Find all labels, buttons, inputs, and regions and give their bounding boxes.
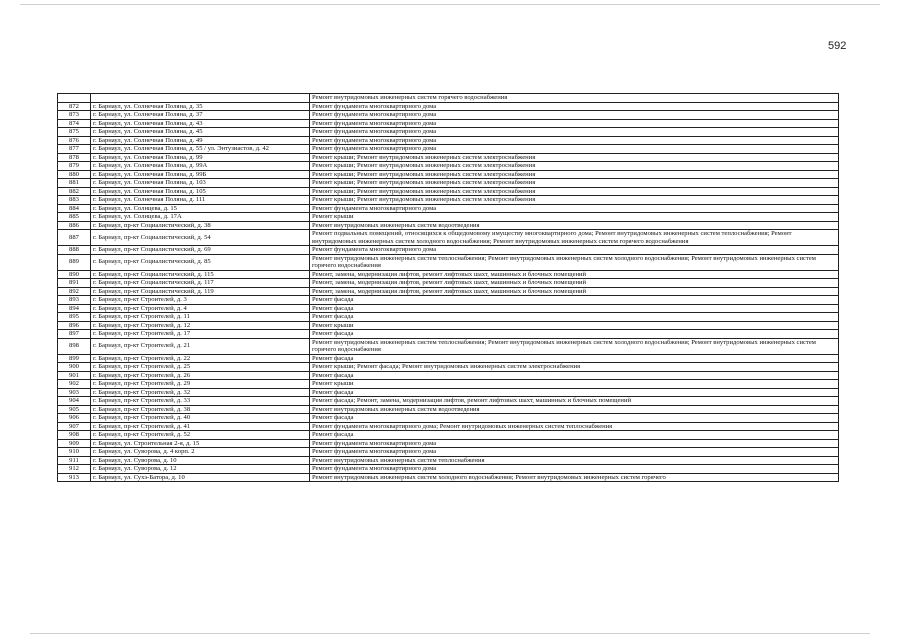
row-number-cell: 886: [58, 221, 91, 230]
work-type-cell: Ремонт фасада: [310, 371, 839, 380]
row-number-cell: 905: [58, 405, 91, 414]
row-number-cell: 879: [58, 162, 91, 171]
work-type-cell: Ремонт, замена, модернизация лифтов, ремонт лифтовых шахт, машинных и блочных помещений: [310, 270, 839, 279]
work-type-cell: Ремонт внутридомовых инженерных систем горячего водоснабжения: [310, 94, 839, 103]
table-row: [58, 397, 839, 406]
table-row: [58, 405, 839, 414]
work-type-cell: Ремонт крыши; Ремонт внутридомовых инженерных систем электроснабжения: [310, 196, 839, 205]
work-type-cell: Ремонт фундамента многоквартирного дома: [310, 439, 839, 448]
work-type-cell: Ремонт внутридомовых инженерных систем теплоснабжения: [310, 456, 839, 465]
row-number-cell: 910: [58, 448, 91, 457]
work-type-cell: Ремонт фундамента многоквартирного дома: [310, 204, 839, 213]
row-number-cell: 898: [58, 338, 91, 354]
address-cell: г. Барнаул, пр-кт Строителей, д. 11: [91, 313, 310, 322]
address-cell: г. Барнаул, ул. Солнечная Поляна, д. 99Б: [91, 170, 310, 179]
address-cell: г. Барнаул, пр-кт Строителей, д. 21: [91, 338, 310, 354]
table-row: [58, 465, 839, 474]
address-cell: г. Барнаул, ул. Солнечная Поляна, д. 105: [91, 187, 310, 196]
repair-schedule-table: [57, 93, 839, 482]
repair-schedule-table-container: [57, 93, 831, 482]
table-row: [58, 414, 839, 423]
row-number-cell: 891: [58, 279, 91, 288]
table-row: [58, 230, 839, 246]
table-row: [58, 422, 839, 431]
table-row: [58, 287, 839, 296]
work-type-cell: Ремонт фасада: [310, 330, 839, 339]
work-type-cell: Ремонт фундамента многоквартирного дома: [310, 102, 839, 111]
row-number-cell: 877: [58, 145, 91, 154]
address-cell: г. Барнаул, ул. Суворова, д. 10: [91, 456, 310, 465]
work-type-cell: Ремонт фундамента многоквартирного дома: [310, 465, 839, 474]
table-row: [58, 102, 839, 111]
row-number-cell: 890: [58, 270, 91, 279]
table-row: [58, 119, 839, 128]
row-number-cell: 909: [58, 439, 91, 448]
table-row: [58, 338, 839, 354]
work-type-cell: Ремонт, замена, модернизация лифтов, ремонт лифтовых шахт, машинных и блочных помещений: [310, 279, 839, 288]
table-row: [58, 128, 839, 137]
address-cell: г. Барнаул, пр-кт Строителей, д. 33: [91, 397, 310, 406]
row-number-cell: 876: [58, 136, 91, 145]
work-type-cell: Ремонт фундамента многоквартирного дома: [310, 111, 839, 120]
address-cell: г. Барнаул, пр-кт Строителей, д. 25: [91, 363, 310, 372]
address-cell: г. Барнаул, ул. Солнечная Поляна, д. 55 / ул. Энтузиастов, д. 42: [91, 145, 310, 154]
table-row: [58, 330, 839, 339]
table-row: [58, 304, 839, 313]
table-row: [58, 204, 839, 213]
work-type-cell: Ремонт внутридомовых инженерных систем теплоснабжения; Ремонт внутридомовых инженерных систем холодного водоснабжения; Ремонт внутридомовых инженерных систем горячего водоснабжения: [310, 254, 839, 270]
row-number-cell: 892: [58, 287, 91, 296]
address-cell: г. Барнаул, пр-кт Строителей, д. 4: [91, 304, 310, 313]
address-cell: г. Барнаул, пр-кт Социалистический, д. 117: [91, 279, 310, 288]
address-cell: г. Барнаул, ул. Солнечная Поляна, д. 43: [91, 119, 310, 128]
work-type-cell: Ремонт крыши; Ремонт внутридомовых инженерных систем электроснабжения: [310, 162, 839, 171]
address-cell: г. Барнаул, пр-кт Строителей, д. 38: [91, 405, 310, 414]
work-type-cell: Ремонт фасада: [310, 431, 839, 440]
address-cell: г. Барнаул, ул. Солнцева, д. 17А: [91, 213, 310, 222]
table-row: [58, 296, 839, 305]
work-type-cell: Ремонт фундамента многоквартирного дома: [310, 128, 839, 137]
row-number-cell: 881: [58, 179, 91, 188]
table-row: [58, 321, 839, 330]
row-number-cell: 906: [58, 414, 91, 423]
row-number-cell: 907: [58, 422, 91, 431]
row-number-cell: 887: [58, 230, 91, 246]
table-row: [58, 136, 839, 145]
address-cell: г. Барнаул, пр-кт Социалистический, д. 115: [91, 270, 310, 279]
work-type-cell: Ремонт, замена, модернизация лифтов, ремонт лифтовых шахт, машинных и блочных помещений: [310, 287, 839, 296]
row-number-cell: 875: [58, 128, 91, 137]
address-cell: г. Барнаул, пр-кт Социалистический, д. 38: [91, 221, 310, 230]
row-number-cell: 888: [58, 246, 91, 255]
work-type-cell: Ремонт крыши; Ремонт фасада; Ремонт внутридомовых инженерных систем электроснабжения: [310, 363, 839, 372]
scan-artifact-bottom: [30, 633, 870, 634]
work-type-cell: Ремонт фасада: [310, 313, 839, 322]
row-number-cell: 908: [58, 431, 91, 440]
work-type-cell: Ремонт фундамента многоквартирного дома: [310, 136, 839, 145]
row-number-cell: 904: [58, 397, 91, 406]
work-type-cell: Ремонт крыши: [310, 213, 839, 222]
address-cell: г. Барнаул, ул. Солнечная Поляна, д. 45: [91, 128, 310, 137]
row-number-cell: 874: [58, 119, 91, 128]
work-type-cell: Ремонт крыши; Ремонт внутридомовых инженерных систем электроснабжения: [310, 179, 839, 188]
address-cell: г. Барнаул, ул. Солнечная Поляна, д. 99А: [91, 162, 310, 171]
address-cell: г. Барнаул, ул. Строительная 2-я, д. 15: [91, 439, 310, 448]
address-cell: [91, 94, 310, 103]
row-number-cell: 873: [58, 111, 91, 120]
table-row: [58, 456, 839, 465]
table-body: [58, 94, 839, 482]
work-type-cell: Ремонт крыши; Ремонт внутридомовых инженерных систем электроснабжения: [310, 153, 839, 162]
table-row: [58, 431, 839, 440]
row-number-cell: 912: [58, 465, 91, 474]
address-cell: г. Барнаул, ул. Сухэ-Батора, д. 10: [91, 473, 310, 482]
work-type-cell: Ремонт фасада: [310, 296, 839, 305]
table-row: [58, 313, 839, 322]
table-row: [58, 448, 839, 457]
work-type-cell: Ремонт фундамента многоквартирного дома: [310, 448, 839, 457]
address-cell: г. Барнаул, пр-кт Социалистический, д. 119: [91, 287, 310, 296]
address-cell: г. Барнаул, ул. Солнечная Поляна, д. 35: [91, 102, 310, 111]
work-type-cell: Ремонт фасада: [310, 354, 839, 363]
work-type-cell: Ремонт фасада; Ремонт, замена, модернизация лифтов, ремонт лифтовых шахт, машинных и блочных помещений: [310, 397, 839, 406]
address-cell: г. Барнаул, пр-кт Строителей, д. 29: [91, 380, 310, 389]
table-row: [58, 179, 839, 188]
address-cell: г. Барнаул, ул. Солнечная Поляна, д. 37: [91, 111, 310, 120]
address-cell: г. Барнаул, ул. Солнцева, д. 15: [91, 204, 310, 213]
address-cell: г. Барнаул, пр-кт Строителей, д. 17: [91, 330, 310, 339]
table-row: [58, 246, 839, 255]
work-type-cell: Ремонт крыши: [310, 380, 839, 389]
row-number-cell: 903: [58, 388, 91, 397]
address-cell: г. Барнаул, ул. Солнечная Поляна, д. 99: [91, 153, 310, 162]
table-row: [58, 170, 839, 179]
table-row: [58, 162, 839, 171]
row-number-cell: 882: [58, 187, 91, 196]
table-row: [58, 354, 839, 363]
work-type-cell: Ремонт внутридомовых инженерных систем водоотведения: [310, 405, 839, 414]
address-cell: г. Барнаул, ул. Солнечная Поляна, д. 111: [91, 196, 310, 205]
address-cell: г. Барнаул, пр-кт Строителей, д. 3: [91, 296, 310, 305]
address-cell: г. Барнаул, пр-кт Строителей, д. 26: [91, 371, 310, 380]
table-row: [58, 363, 839, 372]
table-row: [58, 153, 839, 162]
table-row: [58, 213, 839, 222]
page-number: 592: [828, 40, 847, 52]
work-type-cell: Ремонт внутридомовых инженерных систем холодного водоснабжения; Ремонт внутридомовых инженерных систем горячего: [310, 473, 839, 482]
row-number-cell: 895: [58, 313, 91, 322]
table-row: [58, 145, 839, 154]
work-type-cell: Ремонт внутридомовых инженерных систем теплоснабжения; Ремонт внутридомовых инженерных систем холодного водоснабжения; Ремонт внутридомовых инженерных систем горячего водоснабжения: [310, 338, 839, 354]
row-number-cell: 880: [58, 170, 91, 179]
work-type-cell: Ремонт подвальных помещений, относящихся к общедомовому имуществу многоквартирного дома; Ремонт внутридомовых инженерных систем теплоснабжения; Ремонт внутридомовых инженерных систем холодного водоснабжения; Ремонт внутридомовых инженерных систем горячего водоснабжения: [310, 230, 839, 246]
work-type-cell: Ремонт крыши: [310, 321, 839, 330]
table-row: [58, 473, 839, 482]
row-number-cell: 893: [58, 296, 91, 305]
address-cell: г. Барнаул, ул. Суворова, д. 4 корп. 2: [91, 448, 310, 457]
row-number-cell: 883: [58, 196, 91, 205]
address-cell: г. Барнаул, пр-кт Социалистический, д. 69: [91, 246, 310, 255]
scan-artifact-top: [20, 4, 880, 5]
table-row: [58, 221, 839, 230]
work-type-cell: Ремонт фасада: [310, 388, 839, 397]
work-type-cell: Ремонт фундамента многоквартирного дома; Ремонт внутридомовых инженерных систем теплоснабжения: [310, 422, 839, 431]
table-row: [58, 111, 839, 120]
table-row: [58, 254, 839, 270]
address-cell: г. Барнаул, пр-кт Строителей, д. 12: [91, 321, 310, 330]
row-number-cell: 872: [58, 102, 91, 111]
row-number-cell: 889: [58, 254, 91, 270]
work-type-cell: Ремонт фундамента многоквартирного дома: [310, 145, 839, 154]
table-row: [58, 439, 839, 448]
table-row: [58, 94, 839, 103]
table-row: [58, 371, 839, 380]
work-type-cell: Ремонт фасада: [310, 304, 839, 313]
address-cell: г. Барнаул, пр-кт Строителей, д. 32: [91, 388, 310, 397]
row-number-cell: 900: [58, 363, 91, 372]
table-row: [58, 388, 839, 397]
address-cell: г. Барнаул, ул. Солнечная Поляна, д. 49: [91, 136, 310, 145]
row-number-cell: 902: [58, 380, 91, 389]
row-number-cell: 913: [58, 473, 91, 482]
work-type-cell: Ремонт крыши; Ремонт внутридомовых инженерных систем электроснабжения: [310, 170, 839, 179]
row-number-cell: 885: [58, 213, 91, 222]
work-type-cell: Ремонт фундамента многоквартирного дома: [310, 246, 839, 255]
address-cell: г. Барнаул, пр-кт Строителей, д. 52: [91, 431, 310, 440]
row-number-cell: 899: [58, 354, 91, 363]
row-number-cell: 884: [58, 204, 91, 213]
table-row: [58, 380, 839, 389]
work-type-cell: Ремонт крыши; Ремонт внутридомовых инженерных систем электроснабжения: [310, 187, 839, 196]
work-type-cell: Ремонт фасада: [310, 414, 839, 423]
address-cell: г. Барнаул, пр-кт Социалистический, д. 85: [91, 254, 310, 270]
table-row: [58, 270, 839, 279]
row-number-cell: 901: [58, 371, 91, 380]
address-cell: г. Барнаул, пр-кт Строителей, д. 40: [91, 414, 310, 423]
address-cell: г. Барнаул, пр-кт Социалистический, д. 54: [91, 230, 310, 246]
row-number-cell: 896: [58, 321, 91, 330]
work-type-cell: Ремонт фундамента многоквартирного дома: [310, 119, 839, 128]
row-number-cell: 897: [58, 330, 91, 339]
address-cell: г. Барнаул, пр-кт Строителей, д. 22: [91, 354, 310, 363]
row-number-cell: 911: [58, 456, 91, 465]
address-cell: г. Барнаул, ул. Суворова, д. 12: [91, 465, 310, 474]
row-number-cell: 878: [58, 153, 91, 162]
address-cell: г. Барнаул, пр-кт Строителей, д. 41: [91, 422, 310, 431]
row-number-cell: [58, 94, 91, 103]
work-type-cell: Ремонт внутридомовых инженерных систем водоотведения: [310, 221, 839, 230]
table-row: [58, 196, 839, 205]
table-row: [58, 187, 839, 196]
table-row: [58, 279, 839, 288]
address-cell: г. Барнаул, ул. Солнечная Поляна, д. 103: [91, 179, 310, 188]
row-number-cell: 894: [58, 304, 91, 313]
